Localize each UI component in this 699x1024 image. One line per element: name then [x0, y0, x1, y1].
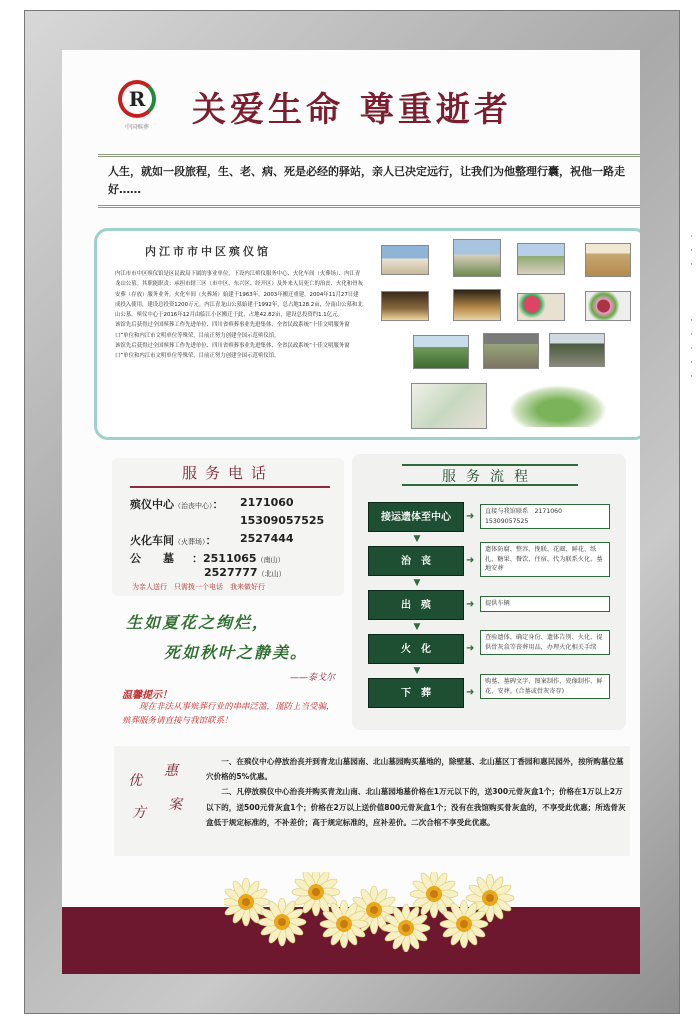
flow-step-desc: 购墓、墓碑文字、图案制作、瓷像制作、鲜花、安葬。(合墓或骨灰寄存): [480, 674, 610, 699]
arrow-right-icon: ➜: [466, 687, 475, 698]
flow-step: 火 化: [368, 634, 464, 664]
center-paragraph: 内江市市中区殡仪馆是区民政局下属的事业单位，下设内江殡仪服务中心、火化车间（火葬场）、内江青龙山公墓。其职能职责：承担市辖三区（市中区、东兴区、经开区）及外来人员死亡的治丧、火化和骨灰安葬（存放）服务业务。火化车间（火葬场）始建于1963年，2003年搬迁重建。2004年11月27日建成投入使用，建设总投资1200万元。内江青龙山公墓始建于1992年，总占地128.2亩，分南山公墓和北山公墓。殡仪中心于2016年12月由临江小区搬迁于此，占地42.82亩，建设总投资约1.1亿元。: [115, 271, 363, 319]
service-flow: [352, 454, 626, 730]
edge-marks: · · · · · · · ·: [690, 232, 693, 382]
logo: [112, 76, 162, 146]
discount-item: 一、在殡仪中心停放治丧并到青龙山墓园南、北山墓园购买墓地的，除壁墓、北山墓区丁香园和惠民园外，按所购墓位墓穴价格的5%优惠。: [206, 757, 624, 782]
intro-text: 人生，就如一段旅程，生、老、病、死是必经的驿站，亲人已决定远行，让我们为他整理行囊，祝他一路走好……: [98, 154, 640, 208]
tip-title: 温馨提示！: [122, 690, 172, 701]
flow-step: 出 殡: [368, 590, 464, 620]
photo-lobby: [453, 289, 501, 321]
photo-exterior: [517, 243, 565, 275]
discount-label-char: 方: [132, 805, 146, 821]
discount-label: [118, 756, 182, 836]
photo-path: [483, 333, 539, 369]
tip-text: 现在非法从事殡葬行业的串串泛滥，谨防上当受骗，殡葬服务请直接与我馆联系！: [122, 702, 335, 726]
discount-item: 二、凡停放殡仪中心治丧并购买青龙山南、北山墓园地墓价格在1万元以下的，送300元骨灰盒1个；价格在1万以上2万以下的，送500元骨灰盒1个；价格在2万以上送价值800元骨灰盒1个；没有在我馆购买骨灰盒的，不享受此优惠；所选骨灰盒低于规定标准的，不补差价；高于规定标准的，应补差价。二次合棺不享受此优惠。: [206, 787, 626, 827]
photo-building: [381, 245, 429, 275]
photo-site-plan: [411, 383, 487, 429]
flow-step-desc: 直接与我馆联系 2171060 15309057525: [480, 504, 610, 529]
daisy-decoration: [224, 872, 524, 952]
phone-label: 殡仪中心（治丧中心）：: [130, 498, 224, 511]
arrow-right-icon: ➜: [466, 555, 475, 566]
photo-flowers: [517, 293, 565, 321]
flow-step: 下 葬: [368, 678, 464, 708]
phone-number[interactable]: 2171060: [240, 496, 294, 509]
poster: [62, 50, 640, 974]
flow-step: 接运遗体至中心: [368, 502, 464, 532]
arrow-right-icon: ➜: [466, 599, 475, 610]
photo-cemetery: [549, 333, 605, 367]
flow-title: 服务流程: [402, 464, 578, 486]
photo-aerial-view: [509, 385, 607, 427]
logo-text: 中国殡葬: [124, 124, 149, 131]
photo-hillside: [413, 335, 469, 369]
arrow-down-icon: ▼: [413, 666, 421, 676]
poem-line: 生如夏花之绚烂，: [126, 613, 271, 632]
arrow-down-icon: ▼: [413, 578, 421, 588]
center-description: [115, 269, 363, 362]
photo-hall: [585, 243, 631, 277]
discount-label-char: 优: [128, 773, 142, 789]
phone-number[interactable]: 2527444: [240, 532, 294, 545]
flow-step-desc: 查验遗体、确定身份、遗体告别、火化、提供骨灰盒等丧葬用品，办理火化相关手续: [480, 630, 610, 655]
phone-label: 公 墓: [130, 552, 174, 565]
flow-step: 治 丧: [368, 546, 464, 576]
discount-text: [206, 754, 626, 830]
center-paragraph: 该馆先后获得过全国殡葬工作先进单位、四川省殡葬事业先进集体、全省民政系统“十佳文明服务窗口”单位和内江市文明单位等殊荣，目前正努力创建全国示范殡仪馆。: [115, 343, 350, 360]
photo-interior: [381, 291, 429, 321]
flow-step-desc: 提供车辆: [480, 596, 610, 612]
service-phone-box: [112, 458, 344, 596]
poem-author: ——泰戈尔: [290, 673, 336, 683]
phone-number[interactable]: ：2511065（南山）: [192, 552, 285, 565]
divider: [130, 486, 330, 488]
phone-note: 为亲人送行 只需拨一个电话 我来做好行: [132, 583, 265, 591]
arrow-right-icon: ➜: [466, 511, 475, 522]
discount-section: [114, 746, 630, 856]
arrow-down-icon: ▼: [413, 534, 421, 544]
center-paragraph: 该馆先后获得过全国殡葬工作先进单位、四川省殡葬事业先进集体、全省民政系统“十佳文明服务窗口”单位和内江市文明单位等殊荣，目前正努力创建全国示范殡仪馆。: [115, 322, 350, 339]
phone-number[interactable]: 15309057525: [240, 514, 325, 527]
photo-wreaths: [585, 291, 631, 321]
poem-line: 死如秋叶之静美。: [164, 643, 309, 662]
phone-number[interactable]: 2527777（北山）: [204, 566, 286, 579]
page-title: 关爱生命 尊重逝者: [192, 90, 512, 130]
arrow-down-icon: ▼: [413, 622, 421, 632]
logo-mark: R: [128, 87, 146, 111]
photo-garden: [453, 239, 501, 277]
center-title: 内江市市中区殡仪馆: [145, 245, 271, 258]
phone-title: 服务电话: [181, 464, 274, 482]
flow-step-desc: 遗体防腐、整容、挽联、花圈、鲜花、纸扎、糖果、餐饮、住宿、代为联系火化、墓地安葬: [480, 542, 610, 577]
discount-label-char: 案: [168, 797, 182, 813]
phone-label: 火化车间（火葬场）：: [130, 534, 217, 547]
arrow-right-icon: ➜: [466, 643, 475, 654]
discount-label-char: 惠: [164, 763, 178, 779]
center-panel: [94, 228, 640, 440]
